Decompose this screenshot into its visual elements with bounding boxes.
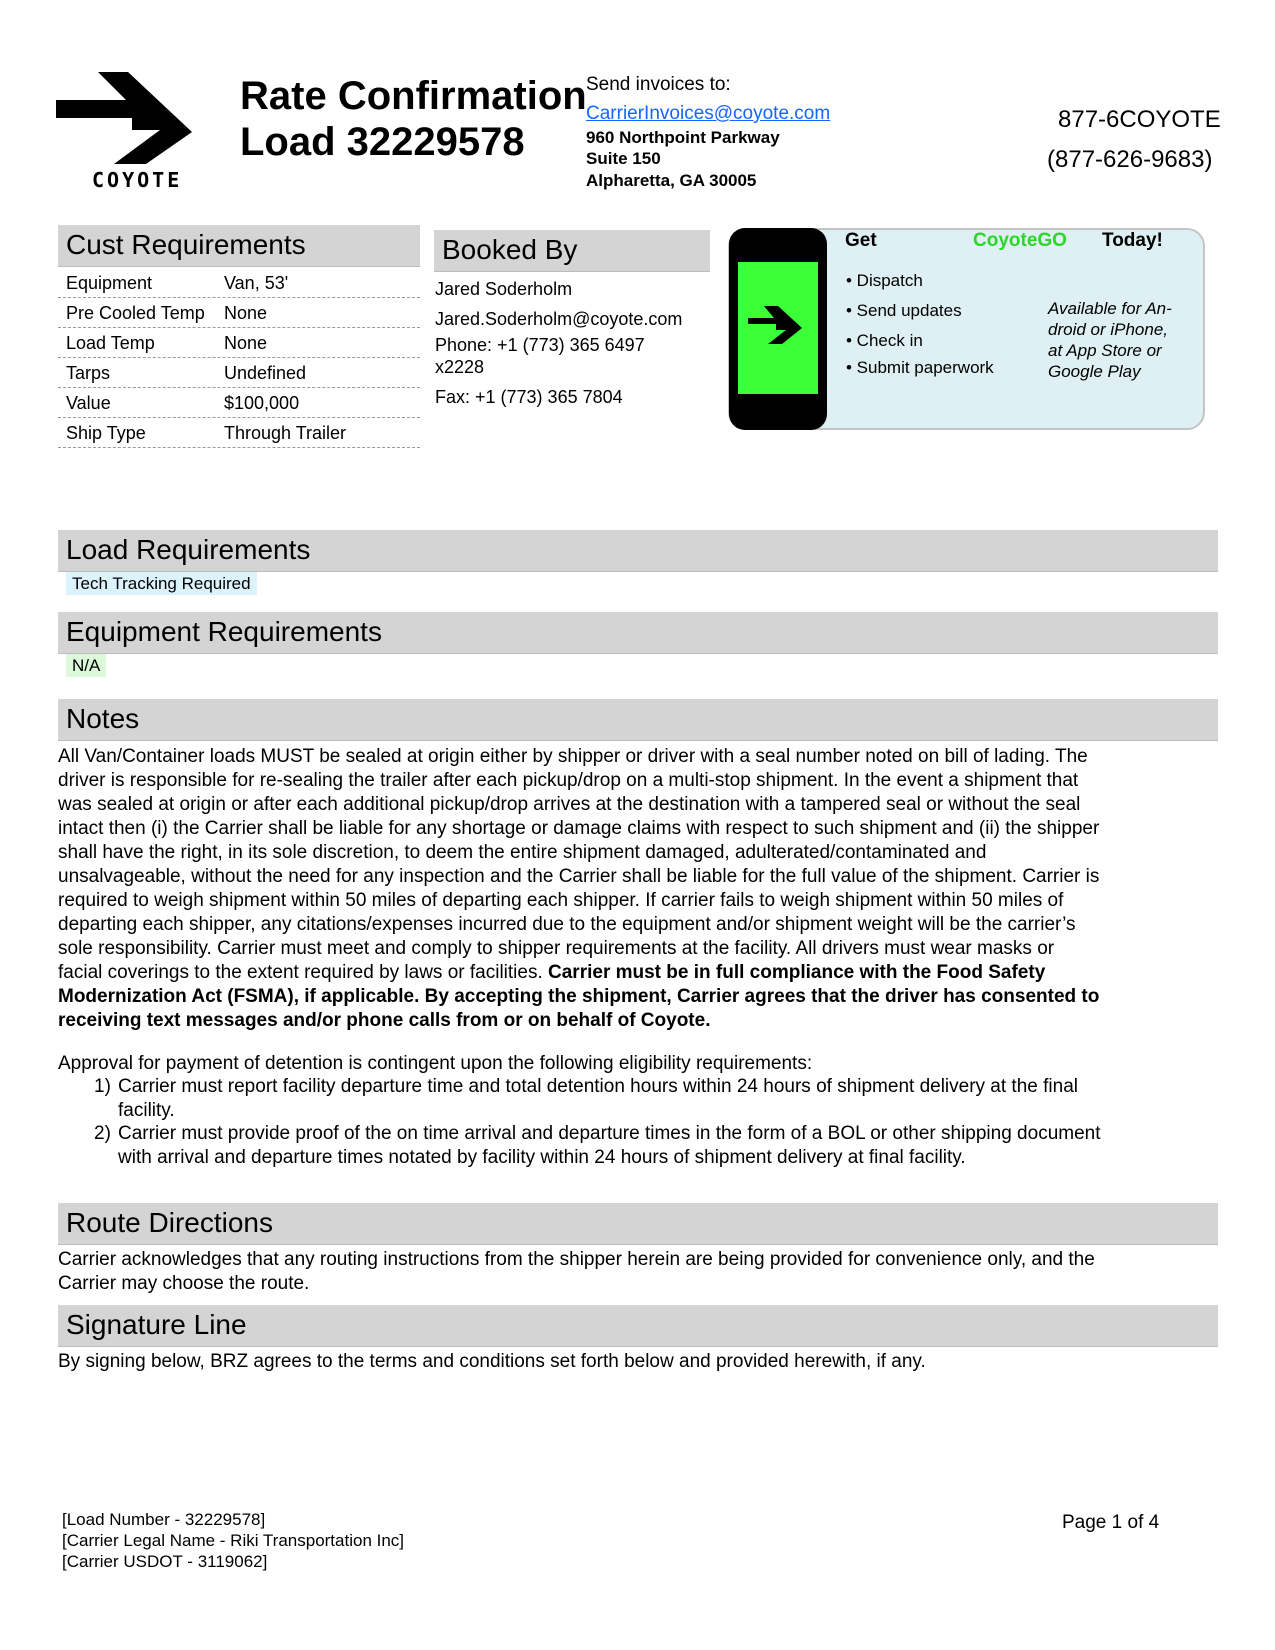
notes-header: Notes <box>58 699 1218 741</box>
booker-email[interactable]: Jared.Soderholm@coyote.com <box>435 309 683 329</box>
promo-feature-item: • Check in <box>846 331 923 350</box>
phone-vanity: 877-6COYOTE <box>1058 106 1221 133</box>
cust-requirements-header: Cust Requirements <box>58 225 420 267</box>
row-label: Load Temp <box>66 333 155 353</box>
tech-tracking-tag: Tech Tracking Required <box>66 572 257 595</box>
promo-brand-label: CoyoteGO <box>973 230 1067 251</box>
footer-load-number: [Load Number - 32229578] <box>62 1510 266 1529</box>
notes-line: was sealed at origin or after each additional pickup/drop arrives at the destination with a tampered seal or without the seal <box>58 794 1081 815</box>
table-row <box>58 418 420 448</box>
coyote-arrow-icon <box>738 262 818 394</box>
notes-body <box>58 745 1218 1033</box>
table-row <box>58 328 420 358</box>
availability-line: droid or iPhone, <box>1048 320 1169 339</box>
promo-today-label: Today! <box>1102 230 1163 251</box>
phone-numeric: (877-626-9683) <box>1047 146 1213 173</box>
booker-phone: Phone: +1 (773) 365 6497 <box>435 335 645 355</box>
row-value: Through Trailer <box>224 423 347 443</box>
booked-by-header: Booked By <box>434 230 710 272</box>
cust-requirements-table <box>58 268 420 448</box>
notes-line: departing each shipper, any citations/expenses incurred due to the equipment and/or shipment weight will be the carrier’s <box>58 914 1076 935</box>
table-row <box>58 388 420 418</box>
invoice-email-link[interactable]: CarrierInvoices@coyote.com <box>586 103 831 124</box>
row-value: $100,000 <box>224 393 300 413</box>
notes-bold-line: Modernization Act (FSMA), if applicable. By accepting the shipment, Carrier agrees that the driver has consented to <box>58 986 1100 1007</box>
notes-line: unsalvageable, without the need for any inspection and the Carrier shall be liable for the full value of the shipment. Carrier is <box>58 866 1100 887</box>
notes-line: intact then (i) the Carrier shall be liable for any shortage or damage claims with respect to such shipment and (ii) the shipper <box>58 818 1100 839</box>
notes-plain-span: facial coverings to the extent required by laws or facilities. <box>58 962 549 983</box>
route-line: Carrier may choose the route. <box>58 1273 310 1294</box>
row-label: Tarps <box>66 363 111 383</box>
notes-line: driver is responsible for re-sealing the trailer after each pickup/drop on a multi-stop shipment. In the event a shipment that <box>58 770 1079 791</box>
detention-item-text <box>118 1122 1208 1170</box>
phone-screen <box>738 262 818 394</box>
detention-line: Carrier must provide proof of the on time arrival and departure times in the form of a BOL or other shipping document <box>118 1123 1101 1144</box>
address-line-1: 960 Northpoint Parkway <box>586 128 780 147</box>
address-line-2: Suite 150 <box>586 149 661 168</box>
table-row <box>58 268 420 298</box>
booker-name: Jared Soderholm <box>435 279 573 299</box>
row-label: Value <box>66 393 111 413</box>
promo-feature-item: • Dispatch <box>846 271 923 290</box>
logo-wordmark: COYOTE <box>92 168 183 192</box>
row-label: Equipment <box>66 273 153 293</box>
equipment-tag: N/A <box>66 654 106 677</box>
route-line: Carrier acknowledges that any routing instructions from the shipper herein are being provided for convenience only, and the <box>58 1249 1095 1270</box>
signature-line-header: Signature Line <box>58 1305 1218 1347</box>
equipment-requirements-header: Equipment Requirements <box>58 612 1218 654</box>
detention-line: with arrival and departure times notated by facility within 24 hours of shipment delivery at final facility. <box>118 1147 966 1168</box>
send-invoices-label: Send invoices to: <box>586 74 731 95</box>
row-label: Pre Cooled Temp <box>66 303 205 323</box>
page-number: Page 1 of 4 <box>1062 1512 1160 1533</box>
row-value: None <box>224 333 268 353</box>
detention-item-text <box>118 1075 1208 1123</box>
footer-carrier-name: [Carrier Legal Name - Riki Transportation Inc] <box>62 1531 405 1550</box>
booked-by-details <box>435 278 682 408</box>
document-title: Rate Confirmation <box>240 74 587 118</box>
route-directions-header: Route Directions <box>58 1203 1218 1245</box>
booker-phone-ext: x2228 <box>435 357 485 377</box>
row-value: Undefined <box>224 363 307 383</box>
availability-line: Google Play <box>1048 362 1141 381</box>
detention-line: facility. <box>118 1100 175 1121</box>
booker-fax: Fax: +1 (773) 365 7804 <box>435 387 623 407</box>
notes-line: required to weigh shipment within 50 miles of departing each shipper. If carrier fails to weigh shipment within 50 miles of <box>58 890 1064 911</box>
detention-intro: Approval for payment of detention is contingent upon the following eligibility requirements: <box>58 1053 813 1074</box>
promo-feature-item: • Submit paperwork <box>846 358 994 377</box>
detention-item-number: 2) <box>94 1123 111 1144</box>
notes-bold-line: receiving text messages and/or phone calls from or on behalf of Coyote. <box>58 1010 711 1031</box>
notes-line <box>58 961 1218 985</box>
notes-line: sole responsibility. Carrier must meet and comply to shipper requirements at the facility. All drivers must wear masks or <box>58 938 1055 959</box>
row-value: Van, 53' <box>224 273 289 293</box>
table-row <box>58 358 420 388</box>
row-value: None <box>224 303 268 323</box>
availability-line: Available for An- <box>1048 299 1172 318</box>
promo-availability-text <box>1048 298 1198 382</box>
detention-line: Carrier must report facility departure time and total detention hours within 24 hours of shipment delivery at the final <box>118 1076 1078 1097</box>
availability-line: at App Store or <box>1048 341 1162 360</box>
detention-item-number: 1) <box>94 1076 111 1097</box>
footer-carrier-usdot: [Carrier USDOT - 3119062] <box>62 1552 268 1571</box>
coyote-logo <box>56 72 201 192</box>
route-directions-text <box>58 1248 1218 1296</box>
notes-line: All Van/Container loads MUST be sealed at origin either by shipper or driver with a seal number noted on bill of lading. The <box>58 746 1088 767</box>
table-row <box>58 298 420 328</box>
notes-line: shall have the right, in its sole discretion, to deem the entire shipment damaged, adulterated/contaminated and <box>58 842 987 863</box>
load-number-title: Load 32229578 <box>240 120 525 164</box>
promo-feature-item: • Send updates <box>846 301 962 320</box>
row-label: Ship Type <box>66 423 146 443</box>
coyote-arrow-icon <box>56 72 201 167</box>
address-line-3: Alpharetta, GA 30005 <box>586 171 757 190</box>
promo-get-label: Get <box>845 230 877 251</box>
signature-text: By signing below, BRZ agrees to the terms and conditions set forth below and provided herewith, if any. <box>58 1351 926 1372</box>
notes-bold-span: Carrier must be in full compliance with the Food Safety <box>548 962 1046 983</box>
load-requirements-header: Load Requirements <box>58 530 1218 572</box>
